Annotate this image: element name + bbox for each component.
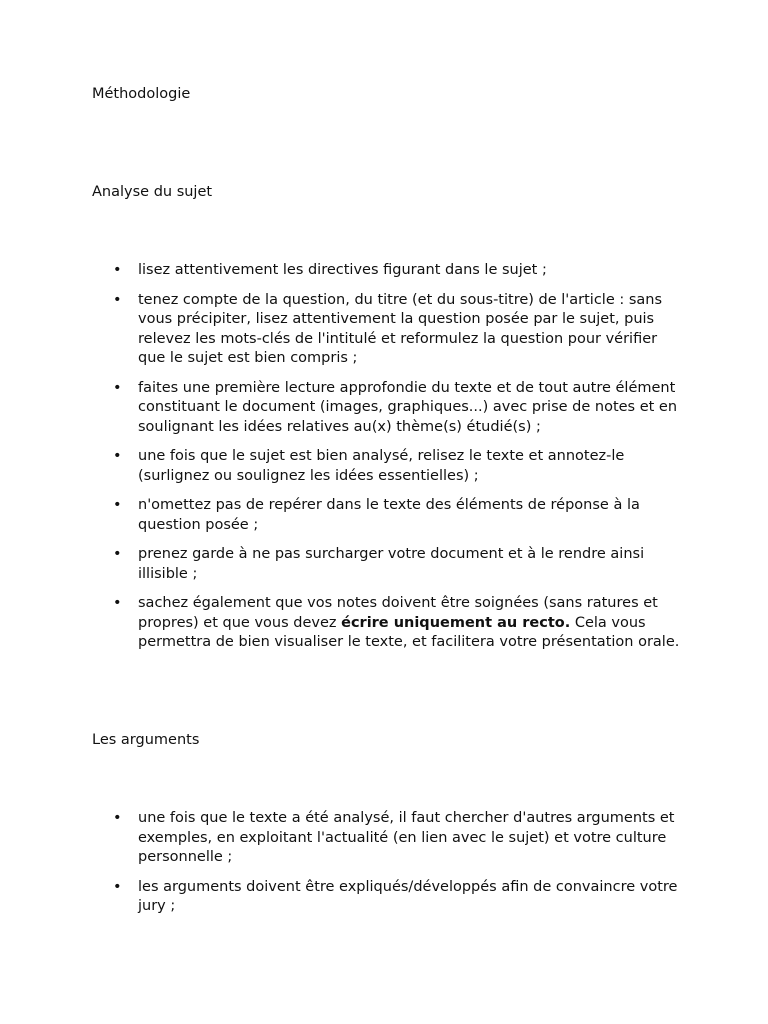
bullet-icon: • <box>113 448 122 464</box>
bullet-icon: • <box>113 878 122 895</box>
bullet-icon: • <box>113 379 122 396</box>
section-heading-analyse: Analyse du sujet <box>92 184 213 200</box>
emphasis-text: écrire uniquement au recto. <box>341 614 571 631</box>
arguments-bullet-list <box>0 809 768 927</box>
list-item <box>0 447 768 486</box>
section-heading-arguments: Les arguments <box>92 732 200 748</box>
list-item <box>0 261 768 281</box>
list-item-text: tenez compte de la question, du titre (et du sous-titre) de l'article : sans vous précipiter, lisez attentivement la question posée par le sujet, puis relevez les mots-clés de l'intitulé et reformulez la question pour vérifier que le sujet est bien compris ; <box>138 291 663 366</box>
list-item-text: prenez garde à ne pas surcharger votre document et à le rendre ainsi illisible ; <box>138 546 645 582</box>
list-item <box>0 379 768 438</box>
bullet-icon: • <box>113 546 122 562</box>
list-item-text: lisez attentivement les directives figurant dans le sujet ; <box>138 262 547 278</box>
bullet-icon: • <box>113 595 122 611</box>
list-item <box>0 545 768 584</box>
list-item <box>0 291 768 369</box>
list-item <box>0 594 768 653</box>
list-item <box>0 878 768 917</box>
list-item-text: faites une première lecture approfondie du texte et de tout autre élément constituant le document (images, graphiques...) avec prise de notes et en soulignant les idées relatives au(x) thème(s) étudié(s) ; <box>138 379 678 435</box>
bullet-icon: • <box>113 497 122 513</box>
list-item-text: une fois que le sujet est bien analysé, relisez le texte et annotez-le (surlignez ou soulignez les idées essentielles) ; <box>138 448 625 484</box>
bullet-icon: • <box>113 262 122 278</box>
analyse-bullet-list <box>0 261 768 663</box>
document-title: Méthodologie <box>92 86 191 102</box>
bullet-icon: • <box>113 810 122 826</box>
list-item <box>0 496 768 535</box>
list-item-text: les arguments doivent être expliqués/développés afin de convaincre votre jury ; <box>138 878 678 914</box>
list-item-text: une fois que le texte a été analysé, il faut chercher d'autres arguments et exemples, en exploitant l'actualité (en lien avec le sujet) et votre culture personnelle ; <box>138 810 675 865</box>
list-item <box>0 809 768 868</box>
list-item-text: n'omettez pas de repérer dans le texte des éléments de réponse à la question posée ; <box>138 497 640 533</box>
bullet-icon: • <box>113 291 122 308</box>
list-item-text <box>138 595 679 650</box>
list-item-text-start: sachez également que vos notes doivent être soignées (sans ratures et propres) et que vous devez <box>138 595 658 631</box>
list-item-text-end: Cela vous permettra de bien visualiser le texte, et facilitera votre présentation orale. <box>138 614 680 650</box>
